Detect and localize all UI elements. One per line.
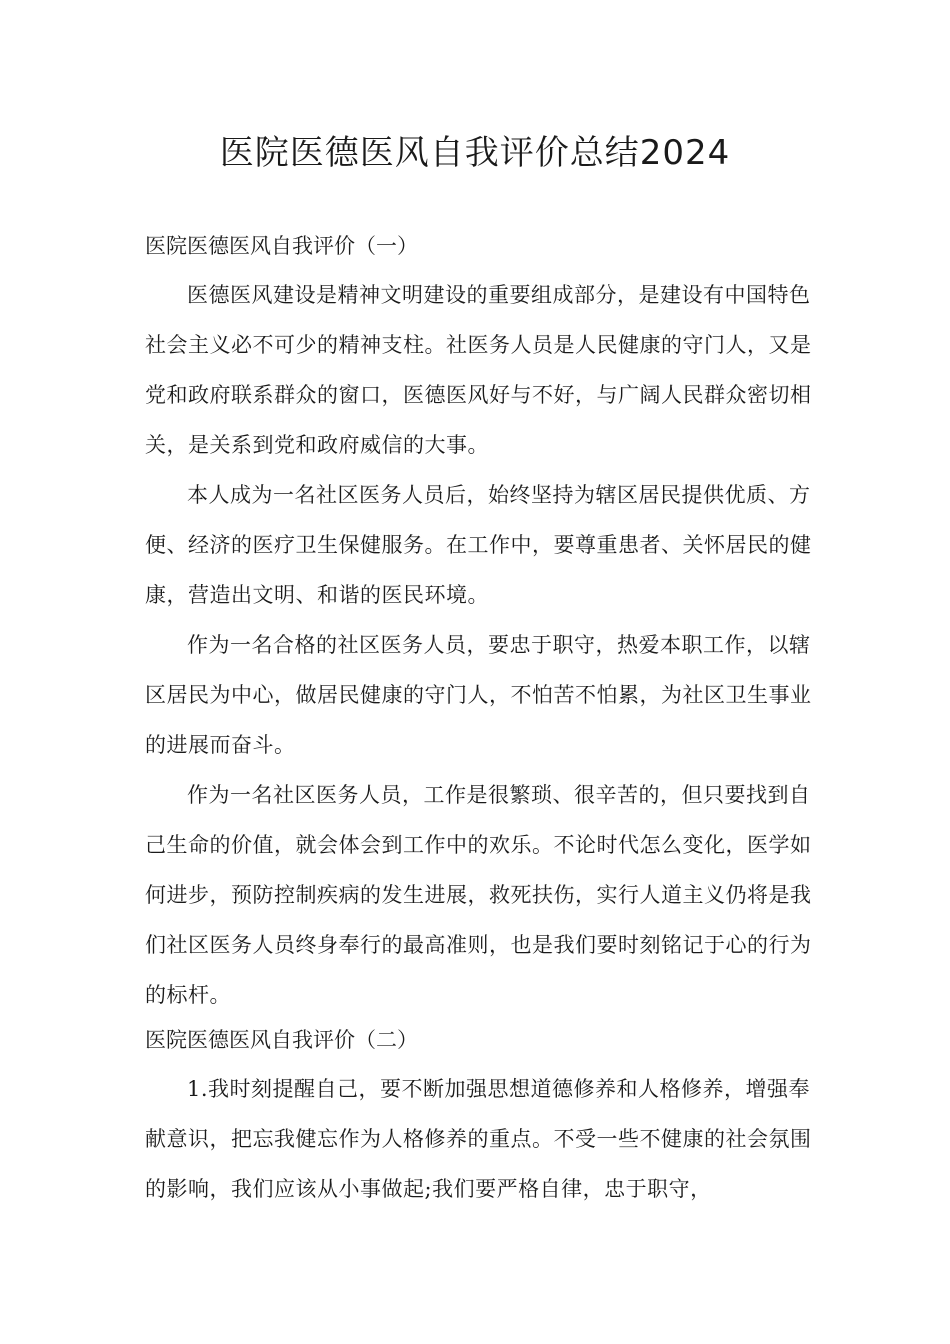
section-heading-1: 医院医德医风自我评价（一） (145, 234, 418, 258)
paragraph: 1.我时刻提醒自己，要不断加强思想道德修养和人格修养，增强奉献意识，把忘我健忘作为人格修养的重点。不受一些不健康的社会氛围的影响，我们应该从小事做起;我们要严格自律，忠于职守， (145, 1077, 812, 1201)
paragraph: 医德医风建设是精神文明建设的重要组成部分，是建设有中国特色社会主义必不可少的精神支柱。社医务人员是人民健康的守门人，又是党和政府联系群众的窗口，医德医风好与不好，与广阔人民群众密切相关，是关系到党和政府威信的大事。 (145, 283, 812, 457)
document-body (145, 232, 825, 1214)
document-title: 医院医德医风自我评价总结2024 (219, 133, 731, 173)
section-heading-2: 医院医德医风自我评价（二） (145, 1028, 418, 1052)
paragraph: 本人成为一名社区医务人员后，始终坚持为辖区居民提供优质、方便、经济的医疗卫生保健服务。在工作中，要尊重患者、关怀居民的健康，营造出文明、和谐的医民环境。 (145, 483, 812, 607)
paragraph: 作为一名社区医务人员，工作是很繁琐、很辛苦的，但只要找到自己生命的价值，就会体会到工作中的欢乐。不论时代怎么变化，医学如何进步，预防控制疾病的发生进展，救死扶伤，实行人道主义仍将是我们社区医务人员终身奉行的最高准则，也是我们要时刻铭记于心的行为的标杆。 (145, 783, 812, 1007)
paragraph: 作为一名合格的社区医务人员，要忠于职守，热爱本职工作，以辖区居民为中心，做居民健康的守门人，不怕苦不怕累，为社区卫生事业的进展而奋斗。 (145, 633, 812, 757)
